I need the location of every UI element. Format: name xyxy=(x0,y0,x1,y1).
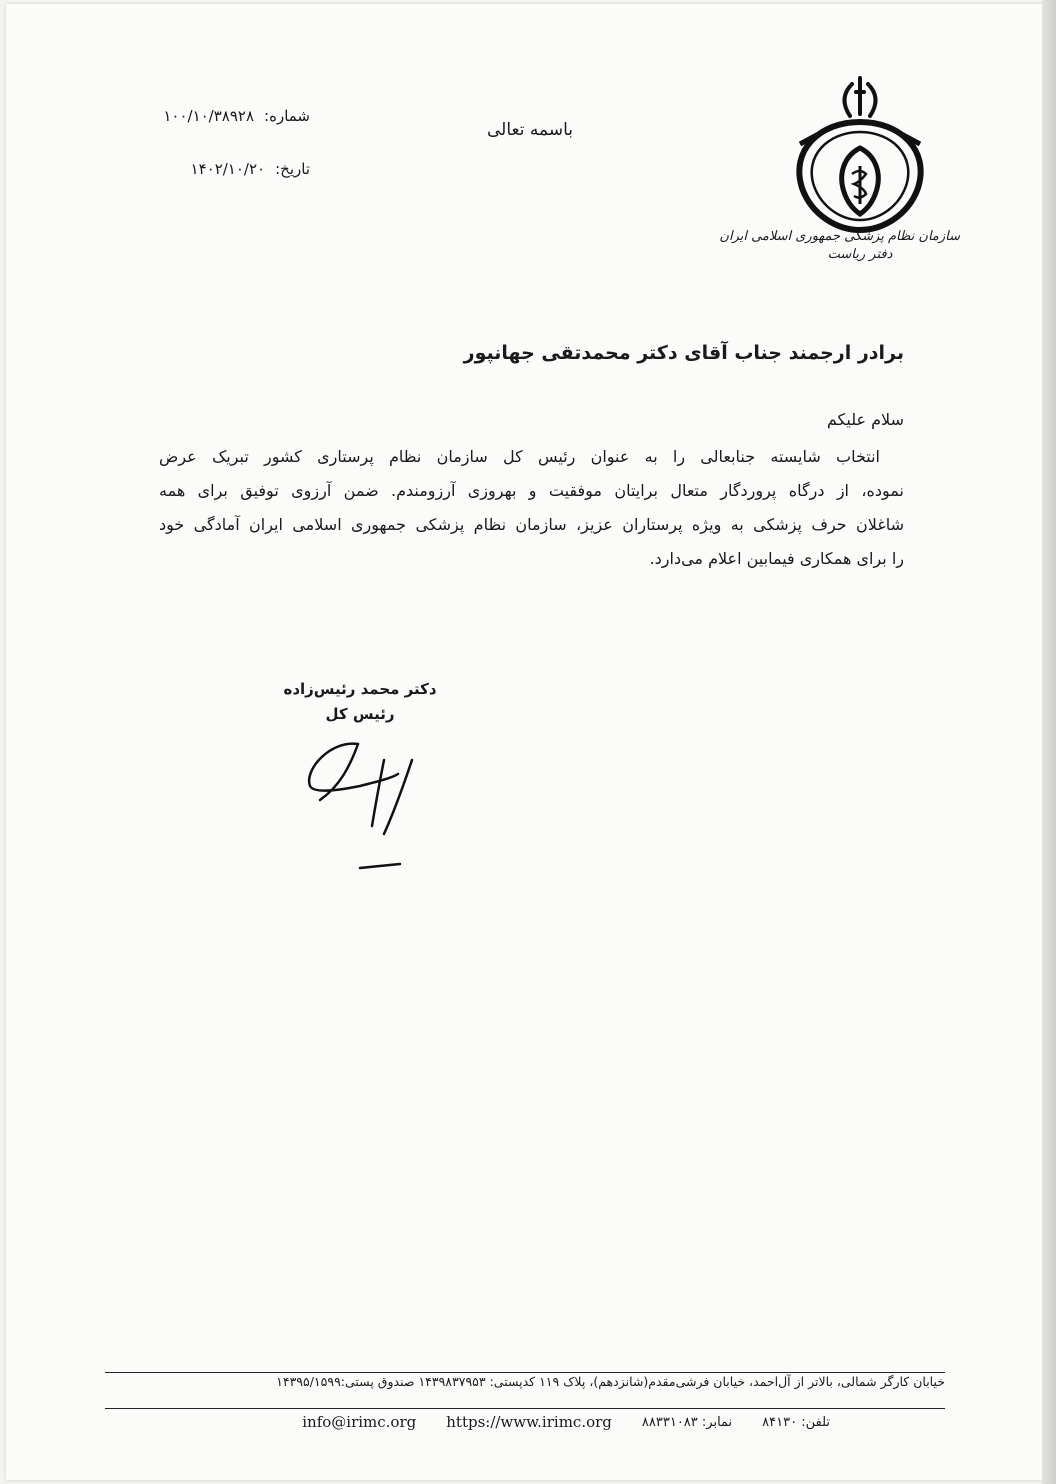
body-line: را برای همکاری فیمابین اعلام می‌دارد. xyxy=(649,549,904,568)
footer-divider-bottom xyxy=(105,1408,945,1409)
greeting-line: سلام علیکم xyxy=(826,410,904,429)
footer-fax: نمابر: ۸۸۳۳۱۰۸۳ xyxy=(641,1414,733,1430)
letter-body xyxy=(159,440,904,576)
body-line: نموده، از درگاه پروردگار متعال برایتان موفقیت و بهروزی آرزومندم. ضمن آرزوی توفیق برای همه xyxy=(159,481,904,500)
letter-number-label: شماره: xyxy=(264,107,310,125)
footer-divider-top xyxy=(105,1372,945,1373)
signatory-title: رئیس کل xyxy=(325,705,395,723)
footer-website-link[interactable]: https://www.irimc.org xyxy=(446,1413,612,1431)
basmala-heading: باسمه تعالی xyxy=(487,120,573,140)
footer-contact-row xyxy=(230,1411,830,1433)
body-line: انتخاب شایسته جنابعالی را به عنوان رئیس کل سازمان نظام پرستاری کشور تبریک عرض xyxy=(159,447,880,466)
footer-phone: تلفن: ۸۴۱۳۰ xyxy=(762,1414,830,1430)
body-line: شاغلان حرف پزشکی به ویژه پرستاران عزیز، سازمان نظام پزشکی جمهوری اسلامی ایران آمادگی خود xyxy=(159,515,904,534)
signatory-name: دکتر محمد رئیس‌زاده xyxy=(283,680,437,698)
letter-number-value: ۱۰۰/۱۰/۳۸۹۲۸ xyxy=(163,107,255,125)
letter-date-label: تاریخ: xyxy=(275,160,310,178)
logo-caption-line1: سازمان نظام پزشکی جمهوری اسلامی ایران xyxy=(719,229,960,244)
handwritten-signature-icon xyxy=(300,730,430,880)
recipient-line: برادر ارجمند جناب آقای دکتر محمدتقی جهانپور xyxy=(463,342,904,364)
footer-email-link[interactable]: info@irimc.org xyxy=(302,1413,417,1431)
logo-caption xyxy=(719,228,960,264)
letter-date-value: ۱۴۰۲/۱۰/۲۰ xyxy=(190,160,266,178)
letter-number-row xyxy=(120,104,310,128)
logo-caption-line2: دفتر ریاست xyxy=(827,247,893,262)
letter-date-row xyxy=(120,157,310,181)
page-edge-shadow xyxy=(1042,0,1056,1484)
footer-address: خیابان کارگر شمالی، بالاتر از آل‌احمد، خیابان فرشی‌مقدم(شانزدهم)، پلاک ۱۱۹ کدپستی: ۱۴۳۹۸۳۷۹۵۳ صندوق پستی:۱۴۳۹۵/۱۵۹۹ xyxy=(276,1374,945,1389)
